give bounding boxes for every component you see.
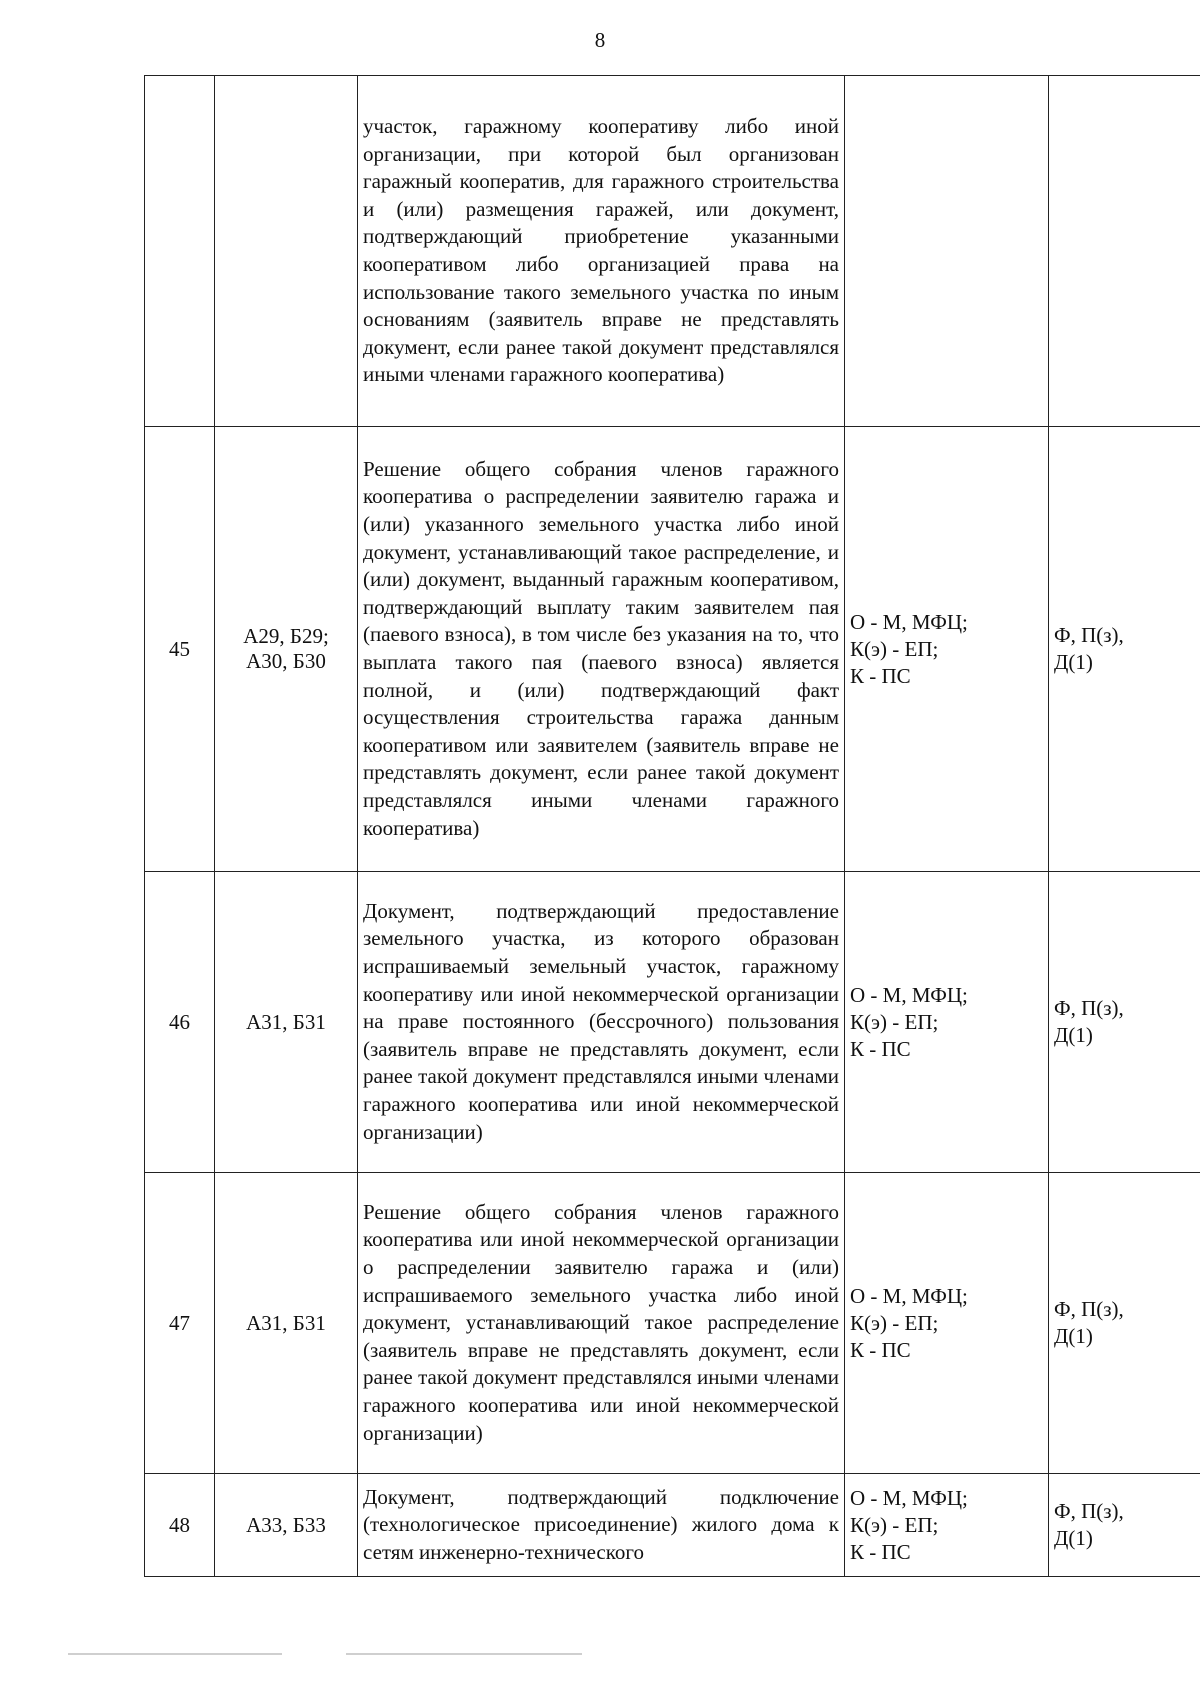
row-number: 47 bbox=[145, 1173, 215, 1474]
row-number bbox=[145, 76, 215, 427]
row-submission-method: О - М, МФЦ; К(э) - ЕП; К - ПС bbox=[845, 1173, 1049, 1474]
row-description: Решение общего собрания членов гаражного кооператива или иной некоммерческой организации о распределении заявителю гаража и (или) испрашиваемого земельного участка либо иной документ, устанавливающий такое распределение (заявитель вправе не представлять документ, если ранее такой документ представлялся иными членами гаражного кооператива или иной некоммерческой организации) bbox=[358, 1173, 845, 1474]
row-document-form: Ф, П(з), Д(1) bbox=[1049, 872, 1200, 1173]
row-document-form: Ф, П(з), Д(1) bbox=[1049, 427, 1200, 872]
row-number: 45 bbox=[145, 427, 215, 872]
row-description: Решение общего собрания членов гаражного кооператива о распределении заявителю гаража и (или) указанного земельного участка либо иной документ, устанавливающий такое распределение, и (или) документ, выданный гаражным кооперативом, подтверждающий выплату таким заявителем пая (паевого взноса), в том числе без указания на то, что выплата такого пая (паевого взноса) является полной, и (или) подтверждающий факт осуществления строительства гаража данным кооперативом или заявителем (заявитель вправе не представлять документ, если ранее такой документ представлялся иными членами гаражного кооператива) bbox=[358, 427, 845, 872]
row-document-form: Ф, П(з), Д(1) bbox=[1049, 1474, 1200, 1577]
row-document-form: Ф, П(з), Д(1) bbox=[1049, 1173, 1200, 1474]
row-codes: А31, Б31 bbox=[215, 1173, 358, 1474]
row-description: участок, гаражному кооперативу либо иной организации, при которой был организован гаражный кооператив, для гаражного строительства и (или) размещения гаражей, или документ, подтверждающий приобретение указанными кооперативом либо организацией права на использование такого земельного участка по иным основаниям (заявитель вправе не представлять документ, если ранее такой документ представлялся иными членами гаражного кооператива) bbox=[358, 76, 845, 427]
row-codes: А29, Б29; А30, Б30 bbox=[215, 427, 358, 872]
row-codes bbox=[215, 76, 358, 427]
row-number: 46 bbox=[145, 872, 215, 1173]
row-submission-method: О - М, МФЦ; К(э) - ЕП; К - ПС bbox=[845, 427, 1049, 872]
row-description: Документ, подтверждающий предоставление земельного участка, из которого образован испрашиваемый земельный участок, гаражному кооперативу или иной некоммерческой организации на праве постоянного (бессрочного) пользования (заявитель вправе не представлять документ, если ранее такой документ представлялся иными членами гаражного кооператива или иной некоммерческой организации) bbox=[358, 872, 845, 1173]
scan-artifact bbox=[346, 1653, 582, 1655]
table-row bbox=[145, 872, 1200, 1173]
row-submission-method: О - М, МФЦ; К(э) - ЕП; К - ПС bbox=[845, 1474, 1049, 1577]
row-submission-method: О - М, МФЦ; К(э) - ЕП; К - ПС bbox=[845, 872, 1049, 1173]
row-document-form bbox=[1049, 76, 1200, 427]
table-row bbox=[145, 76, 1200, 427]
documents-table bbox=[144, 75, 1200, 1577]
table-row bbox=[145, 1474, 1200, 1577]
row-number: 48 bbox=[145, 1474, 215, 1577]
table-row bbox=[145, 1173, 1200, 1474]
row-codes: А33, Б33 bbox=[215, 1474, 358, 1577]
row-codes: А31, Б31 bbox=[215, 872, 358, 1173]
page-number: 8 bbox=[594, 28, 606, 52]
row-description: Документ, подтверждающий подключение (технологическое присоединение) жилого дома к сетям инженерно-технического bbox=[358, 1474, 845, 1577]
scan-artifact bbox=[68, 1653, 282, 1655]
row-submission-method bbox=[845, 76, 1049, 427]
table-row bbox=[145, 427, 1200, 872]
